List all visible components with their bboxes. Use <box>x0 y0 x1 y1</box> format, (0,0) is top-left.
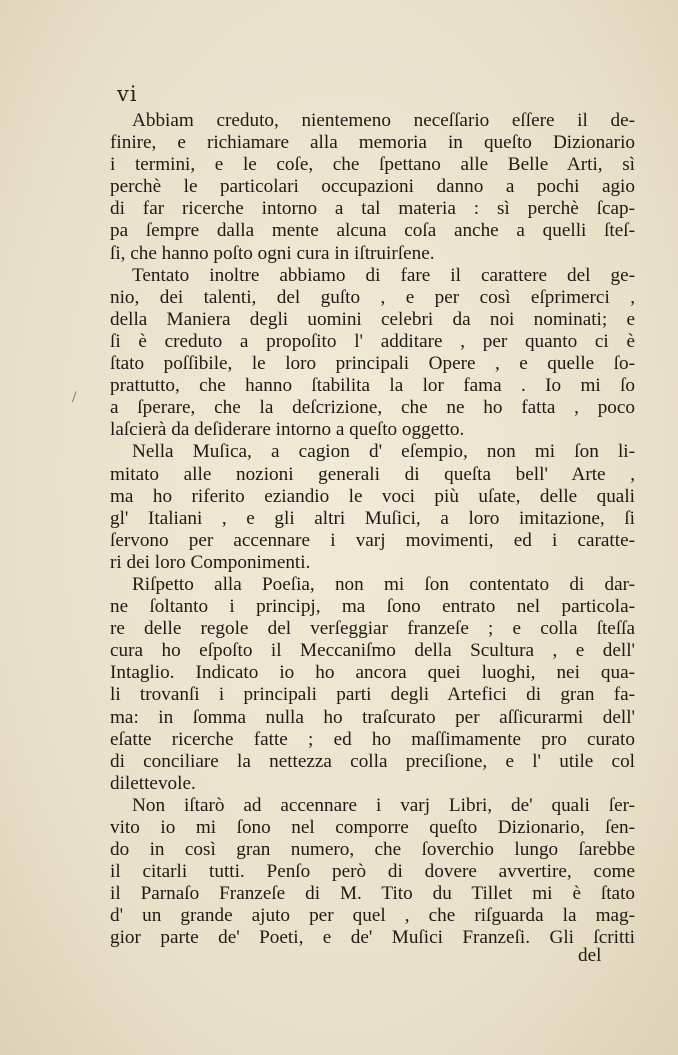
text-line: prattutto, che hanno ſtabilita la lor fama . Io mi ſo <box>110 375 635 397</box>
text-line: ma ho riferito eziandio le voci più uſate, delle quali <box>110 485 635 507</box>
text-line: laſcierà da deſiderare intorno a queſto oggetto. <box>110 419 465 441</box>
text-line: nio, dei talenti, del guſto , e per così eſprimerci , <box>110 286 635 308</box>
catchword: del <box>578 945 602 966</box>
text-line: ma: in ſomma nulla ho traſcurato per aſſicurarmi dell' <box>110 706 635 728</box>
body-text <box>110 110 635 950</box>
text-line: finire, e richiamare alla memoria in queſto Dizionario <box>110 132 635 154</box>
text-line: di conciliare la nettezza colla preciſione, e l' utile col <box>110 750 635 772</box>
text-line: il citarli tutti. Penſo però di dovere avvertire, come <box>110 861 635 883</box>
text-line: Tentato inoltre abbiamo di fare il carattere del ge- <box>132 264 635 286</box>
text-line: Nella Muſica, a cagion d' eſempio, non mi ſon li- <box>132 441 635 463</box>
text-line: ſi, che hanno poſto ogni cura in iſtruirſene. <box>110 242 435 264</box>
text-line: ſtato poſſibile, le loro principali Opere , e quelle ſo- <box>110 353 635 375</box>
text-line: re delle regole del verſeggiar franzeſe ; e colla ſteſſa <box>110 618 635 640</box>
text-line: a ſperare, che la deſcrizione, che ne ho fatta , poco <box>110 397 635 419</box>
text-line: vito io mi ſono nel comporre queſto Dizionario, ſen- <box>110 817 635 838</box>
text-line: di far ricerche intorno a tal materia : sì perchè ſcap- <box>110 198 635 220</box>
text-line: d' un grande ajuto per quel , che riſguarda la mag- <box>110 905 635 927</box>
text-line: li trovanſi i principali parti degli Artefici di gran fa- <box>110 684 635 706</box>
text-line: eſatte ricerche fatte ; ed ho maſſimamente pro curato <box>110 728 635 750</box>
text-line: Non iſtarò ad accennare i varj Libri, de' quali ſer- <box>132 794 635 816</box>
text-line: do in così gran numero, che ſoverchio lungo ſarebbe <box>110 839 635 861</box>
text-line: i termini, e le coſe, che ſpettano alle Belle Arti, sì <box>110 154 635 176</box>
margin-mark: / <box>72 389 77 406</box>
text-line: della Maniera degli uomini celebri da noi nominati; e <box>110 308 635 330</box>
text-line: gl' Italiani , e gli altri Muſici, a loro imitazione, ſi <box>110 507 635 529</box>
text-line: Abbiam creduto, nientemeno neceſſario eſſere il de- <box>132 110 635 131</box>
text-line: dilettevole. <box>110 772 196 794</box>
text-line: ne ſoltanto i principj, ma ſono entrato nel particola- <box>110 596 635 618</box>
text-line: ri dei loro Componimenti. <box>110 551 311 573</box>
text-line: ſervono per accennare i varj movimenti, ed i caratte- <box>110 529 635 551</box>
text-line: gior parte de' Poeti, e de' Muſici Franzeſi. Gli ſcritti <box>110 927 635 949</box>
text-line: ſi è creduto a propoſito l' additare , per quanto ci è <box>110 330 635 352</box>
page-number: vi <box>117 82 138 106</box>
text-line: Riſpetto alla Poeſia, non mi ſon contentato di dar- <box>132 573 635 595</box>
text-line: il Parnaſo Franzeſe di M. Tito du Tillet mi è ſtato <box>110 883 635 905</box>
text-line: pa ſempre dalla mente alcuna coſa anche a quelli ſteſ- <box>110 220 635 242</box>
text-line: perchè le particolari occupazioni danno a pochi agio <box>110 176 635 198</box>
text-line: Intaglio. Indicato io ho ancora quei luoghi, nei qua- <box>110 662 635 684</box>
text-line: cura ho eſpoſto il Meccaniſmo della Scultura , e dell' <box>110 640 635 662</box>
text-line: mitato alle nozioni generali di queſta bell' Arte , <box>110 463 635 485</box>
